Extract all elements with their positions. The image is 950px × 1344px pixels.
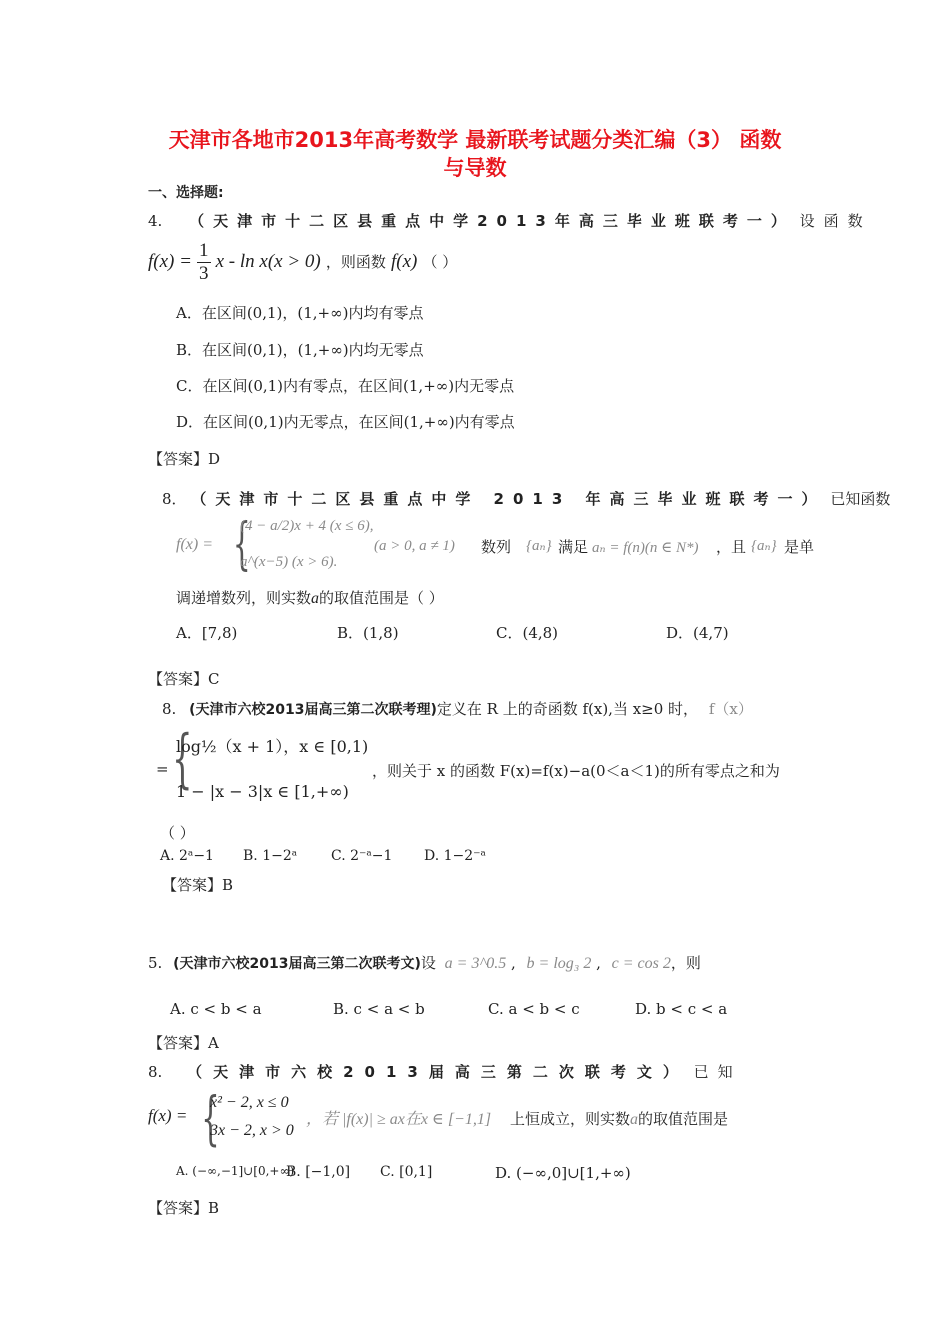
case-2: 1 − |x − 3|x ∈ [1,+∞) bbox=[176, 782, 349, 801]
case-2: a^(x−5) (x > 6). bbox=[240, 554, 338, 570]
option-c: C. 2⁻ᵃ−1 bbox=[331, 848, 393, 864]
case-1: (4 − a/2)x + 4 (x ≤ 6), bbox=[240, 518, 374, 534]
variable: a bbox=[630, 1111, 639, 1128]
question-number: 4. bbox=[148, 212, 163, 230]
question-number: 5. bbox=[148, 954, 163, 972]
question-source: （天津市十二区县重点中学 2013 年高三毕业班联考一） bbox=[191, 490, 826, 508]
option-c: C．(4,8) bbox=[496, 624, 559, 642]
option-d: D．在区间(0,1)内无零点，在区间(1,+∞)内有零点 bbox=[176, 413, 515, 431]
answer: 【答案】C bbox=[148, 670, 220, 688]
question-4-stem bbox=[148, 240, 457, 285]
question-8a-header bbox=[162, 488, 890, 509]
question-lead: 已知函数 bbox=[830, 490, 891, 508]
text-2: 满足 bbox=[558, 538, 589, 556]
answer-paren: （ ） bbox=[160, 824, 195, 842]
function-lhs: f(x) = bbox=[148, 1106, 188, 1125]
option-a: A. c < b < a bbox=[170, 1000, 262, 1018]
text: 上恒成立，则实数 bbox=[510, 1110, 631, 1128]
text: 的取值范围是（ ） bbox=[319, 589, 444, 607]
option-b: B. c < a < b bbox=[333, 1000, 425, 1018]
text-1: 数列 bbox=[481, 538, 512, 556]
value-a: a = 3^0.5 bbox=[444, 955, 507, 972]
option-a: A．[7,8) bbox=[176, 624, 238, 642]
question-source: （天津市六校2013届高三第二次联考文） bbox=[187, 1063, 689, 1081]
answer-paren: （ ） bbox=[422, 253, 458, 271]
answer: 【答案】B bbox=[148, 1199, 220, 1217]
option-b: B. [−1,0] bbox=[286, 1164, 351, 1180]
question-4-header bbox=[148, 210, 872, 231]
question-number: 8. bbox=[162, 700, 177, 718]
text: 的取值范围是 bbox=[638, 1110, 729, 1128]
text-3: ，且 bbox=[716, 538, 747, 556]
sequence: {aₙ} bbox=[526, 538, 552, 554]
option-c: C．在区间(0,1)内有零点，在区间(1,+∞)内无零点 bbox=[176, 377, 515, 395]
sequence-2: {aₙ} bbox=[751, 538, 777, 554]
option-d: D. 1−2⁻ᵃ bbox=[424, 848, 486, 864]
question-lead: 设函数 bbox=[799, 212, 872, 230]
brace-icon: { bbox=[232, 512, 251, 577]
question-5-header: 5. (天津市六校2013届高三第二次联考文)设 a = 3^0.5 , b = log₃ 2 , c = cos 2，则 bbox=[148, 954, 701, 972]
text-4: 是单 bbox=[784, 538, 815, 556]
equals: = bbox=[156, 760, 169, 778]
option-d: D. b < c < a bbox=[635, 1000, 728, 1018]
brace-icon: { bbox=[201, 1084, 220, 1152]
formula: aₙ = f(n)(n ∈ N*) bbox=[592, 540, 699, 556]
option-d: D．(4,7) bbox=[666, 624, 729, 642]
ask-function: f(x) bbox=[390, 251, 418, 272]
fx: f（x） bbox=[708, 700, 753, 718]
option-b: B．在区间(0,1)，(1,+∞)内均无零点 bbox=[176, 341, 424, 359]
function-lhs: f(x) = bbox=[176, 536, 213, 553]
function-rhs: x - ln x(x > 0) bbox=[215, 251, 321, 272]
question-tail: ，则 bbox=[670, 954, 701, 972]
option-a: A. (−∞,−1]∪[0,+∞) bbox=[176, 1164, 295, 1178]
question-number: 8. bbox=[148, 1063, 163, 1081]
text: 调递增数列，则实数 bbox=[176, 589, 312, 607]
option-a: A．在区间(0,1)，(1,+∞)内均有零点 bbox=[176, 304, 424, 322]
fraction: $\frac{1}{3}$ bbox=[199, 240, 209, 284]
question-source: (天津市六校2013届高三第二次联考文) bbox=[173, 956, 421, 972]
case-2: 3x − 2, x > 0 bbox=[210, 1122, 294, 1139]
condition: (a > 0, a ≠ 1) bbox=[374, 538, 455, 554]
option-b: B. 1−2ᵃ bbox=[243, 848, 298, 864]
value-c: c = cos 2 bbox=[611, 955, 671, 972]
page-title-line-1: 天津市各地市2013年高考数学 最新联考试题分类汇编（3） 函数 bbox=[168, 128, 782, 152]
answer: 【答案】D bbox=[148, 450, 221, 468]
page-title-line-2: 与导数 bbox=[443, 156, 507, 180]
variable: a bbox=[311, 590, 320, 607]
question-tail bbox=[510, 1108, 728, 1129]
case-1: log½（x + 1），x ∈ [0,1) bbox=[176, 737, 369, 756]
question-source: （天津市十二区县重点中学2013年高三毕业班联考一） bbox=[189, 212, 795, 230]
section-heading: 一、选择题: bbox=[148, 185, 224, 201]
question-8c-header bbox=[148, 1061, 742, 1082]
condition: ，若 |f(x)| ≥ ax在x ∈ [−1,1] bbox=[306, 1111, 492, 1128]
option-c: C. [0,1] bbox=[380, 1164, 433, 1180]
option-b: B．(1,8) bbox=[337, 624, 399, 642]
question-number: 8． bbox=[162, 490, 187, 508]
option-c: C. a < b < c bbox=[488, 1000, 580, 1018]
function-lhs: f(x) = bbox=[148, 251, 192, 272]
value-b: b = log₃ 2 bbox=[526, 955, 592, 972]
question-text: 定义在 R 上的奇函数 f(x),当 x≥0 时， bbox=[436, 700, 699, 718]
case-1: x² − 2, x ≤ 0 bbox=[210, 1094, 289, 1111]
answer: 【答案】A bbox=[148, 1034, 219, 1052]
brace-icon: { bbox=[172, 722, 193, 796]
question-lead: 已知 bbox=[693, 1063, 742, 1081]
option-a: A. 2ᵃ−1 bbox=[160, 848, 214, 864]
question-lead: 设 bbox=[420, 954, 436, 972]
answer: 【答案】B bbox=[162, 876, 234, 894]
question-8b-header bbox=[162, 698, 753, 719]
option-d: D. (−∞,0]∪[1,+∞) bbox=[495, 1164, 631, 1182]
question-text-2: ，则关于 x 的函数 F(x)=f(x)−a(0＜a＜1)的所有零点之和为 bbox=[372, 762, 780, 780]
question-source: (天津市六校2013届高三第二次联考理) bbox=[189, 702, 437, 718]
question-8a-line3 bbox=[176, 587, 444, 608]
ask-text: ，则函数 bbox=[325, 253, 386, 271]
